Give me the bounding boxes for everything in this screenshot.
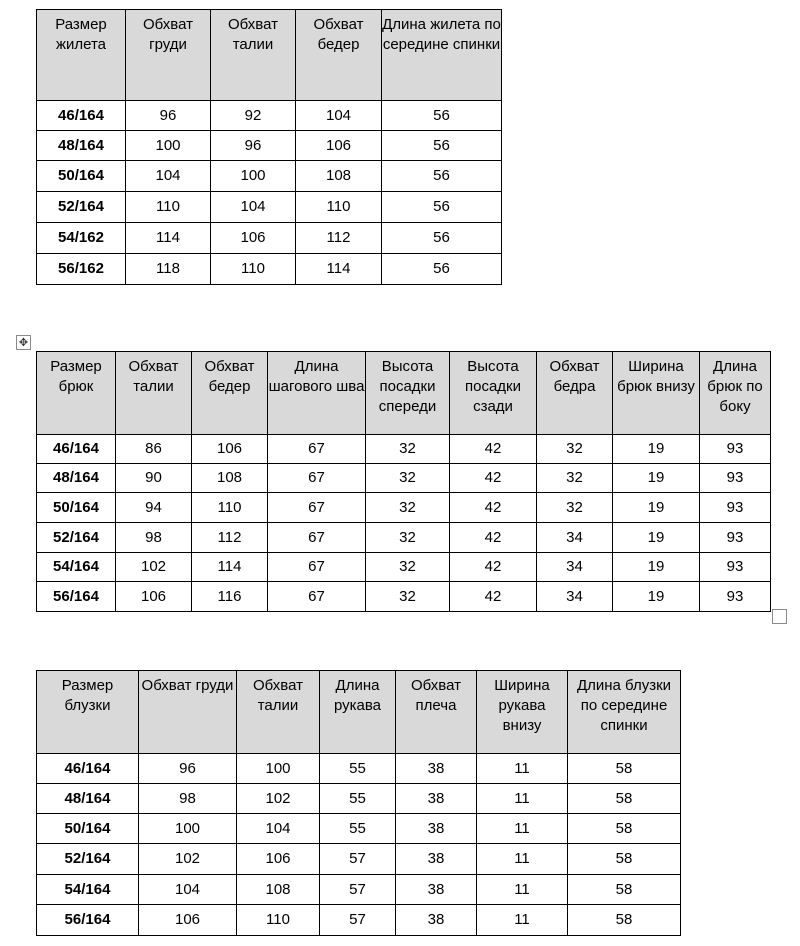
table-row xyxy=(37,905,681,936)
table-cell: 93 xyxy=(700,493,771,523)
table-cell: 42 xyxy=(450,582,537,612)
table-cell: 110 xyxy=(126,192,211,223)
table-cell: 114 xyxy=(192,553,268,582)
table-cell: 67 xyxy=(268,464,366,493)
table-cell: 19 xyxy=(613,435,700,464)
header-cell: Ширина рукава внизу xyxy=(477,671,568,754)
table-cell: 38 xyxy=(396,875,477,905)
header-cell: Длина рукава xyxy=(320,671,396,754)
vest-size-table xyxy=(36,9,502,285)
table-cell: 42 xyxy=(450,553,537,582)
table-cell: 32 xyxy=(366,553,450,582)
table-row xyxy=(37,161,502,192)
table-cell: 114 xyxy=(126,223,211,254)
table-cell: 58 xyxy=(568,905,681,936)
table-cell: 42 xyxy=(450,523,537,553)
table-cell: 93 xyxy=(700,464,771,493)
header-cell: Обхват плеча xyxy=(396,671,477,754)
table-cell: 94 xyxy=(116,493,192,523)
table-cell: 110 xyxy=(211,254,296,285)
size-cell: 50/164 xyxy=(37,814,139,844)
table-cell: 112 xyxy=(296,223,382,254)
table-cell: 55 xyxy=(320,754,396,784)
header-cell: Высота посадки спереди xyxy=(366,352,450,435)
table-cell: 104 xyxy=(139,875,237,905)
size-cell: 46/164 xyxy=(37,435,116,464)
table-cell: 34 xyxy=(537,582,613,612)
table-cell: 32 xyxy=(537,493,613,523)
table-cell: 38 xyxy=(396,754,477,784)
size-cell: 54/164 xyxy=(37,553,116,582)
table-cell: 100 xyxy=(139,814,237,844)
table-row xyxy=(37,101,502,131)
table-cell: 67 xyxy=(268,553,366,582)
table-cell: 56 xyxy=(382,254,502,285)
table-cell: 102 xyxy=(237,784,320,814)
table-cell: 57 xyxy=(320,844,396,875)
table-cell: 19 xyxy=(613,523,700,553)
table-cell: 106 xyxy=(211,223,296,254)
table-cell: 11 xyxy=(477,814,568,844)
table-cell: 100 xyxy=(211,161,296,192)
table-cell: 34 xyxy=(537,523,613,553)
size-cell: 46/164 xyxy=(37,754,139,784)
table-cell: 108 xyxy=(296,161,382,192)
table-row xyxy=(37,223,502,254)
table-cell: 98 xyxy=(116,523,192,553)
table-cell: 104 xyxy=(211,192,296,223)
table-cell: 38 xyxy=(396,905,477,936)
size-cell: 56/164 xyxy=(37,905,139,936)
header-cell: Обхват талии xyxy=(211,10,296,101)
table-cell: 42 xyxy=(450,493,537,523)
table-row xyxy=(37,435,771,464)
table-header-row xyxy=(37,671,681,754)
table-row xyxy=(37,192,502,223)
table-cell: 90 xyxy=(116,464,192,493)
table-move-handle-icon[interactable]: ✥ xyxy=(16,335,31,350)
table-cell: 58 xyxy=(568,784,681,814)
table-cell: 92 xyxy=(211,101,296,131)
table-cell: 104 xyxy=(296,101,382,131)
table-cell: 38 xyxy=(396,784,477,814)
table-cell: 67 xyxy=(268,582,366,612)
table-row xyxy=(37,844,681,875)
header-cell: Обхват бедра xyxy=(537,352,613,435)
header-cell: Длина жилета по середине спинки xyxy=(382,10,502,101)
table-cell: 32 xyxy=(366,493,450,523)
header-cell: Обхват груди xyxy=(126,10,211,101)
table-row xyxy=(37,582,771,612)
table-cell: 67 xyxy=(268,523,366,553)
size-cell: 54/164 xyxy=(37,875,139,905)
table-cell: 11 xyxy=(477,844,568,875)
table-cell: 11 xyxy=(477,905,568,936)
table-row xyxy=(37,254,502,285)
table-cell: 116 xyxy=(192,582,268,612)
table-cell: 118 xyxy=(126,254,211,285)
table-cell: 11 xyxy=(477,875,568,905)
table-cell: 102 xyxy=(139,844,237,875)
header-cell: Обхват талии xyxy=(237,671,320,754)
table-resize-handle[interactable] xyxy=(772,609,787,624)
header-cell: Длина блузки по середине спинки xyxy=(568,671,681,754)
table-cell: 58 xyxy=(568,754,681,784)
table-row xyxy=(37,553,771,582)
table-cell: 32 xyxy=(366,435,450,464)
header-cell: Размер жилета xyxy=(37,10,126,101)
table-header-row xyxy=(37,352,771,435)
table-cell: 106 xyxy=(237,844,320,875)
header-cell: Длина шагового шва xyxy=(268,352,366,435)
table-cell: 32 xyxy=(537,435,613,464)
table-cell: 56 xyxy=(382,101,502,131)
header-cell: Обхват талии xyxy=(116,352,192,435)
header-cell: Обхват бедер xyxy=(192,352,268,435)
table-cell: 58 xyxy=(568,875,681,905)
table-cell: 56 xyxy=(382,161,502,192)
table-cell: 19 xyxy=(613,464,700,493)
table-cell: 56 xyxy=(382,223,502,254)
table-cell: 110 xyxy=(237,905,320,936)
table-cell: 11 xyxy=(477,784,568,814)
size-cell: 52/164 xyxy=(37,192,126,223)
header-cell: Ширина брюк внизу xyxy=(613,352,700,435)
table-cell: 96 xyxy=(139,754,237,784)
size-cell: 46/164 xyxy=(37,101,126,131)
table-cell: 19 xyxy=(613,582,700,612)
table-header-row xyxy=(37,10,502,101)
table-cell: 38 xyxy=(396,814,477,844)
table-cell: 86 xyxy=(116,435,192,464)
header-cell: Длина брюк по боку xyxy=(700,352,771,435)
table-row xyxy=(37,814,681,844)
table-row xyxy=(37,784,681,814)
table-cell: 32 xyxy=(366,464,450,493)
size-cell: 50/164 xyxy=(37,493,116,523)
size-cell: 52/164 xyxy=(37,844,139,875)
header-cell: Обхват груди xyxy=(139,671,237,754)
table-cell: 19 xyxy=(613,553,700,582)
pants-size-table xyxy=(36,351,771,612)
size-cell: 56/164 xyxy=(37,582,116,612)
table-cell: 106 xyxy=(139,905,237,936)
table-cell: 96 xyxy=(126,101,211,131)
table-cell: 98 xyxy=(139,784,237,814)
table-cell: 93 xyxy=(700,523,771,553)
table-cell: 57 xyxy=(320,905,396,936)
table-cell: 19 xyxy=(613,493,700,523)
table-cell: 93 xyxy=(700,435,771,464)
table-cell: 106 xyxy=(296,131,382,161)
table-cell: 58 xyxy=(568,844,681,875)
table-cell: 55 xyxy=(320,814,396,844)
table-cell: 104 xyxy=(126,161,211,192)
table-cell: 110 xyxy=(192,493,268,523)
table-cell: 32 xyxy=(366,523,450,553)
table-cell: 32 xyxy=(366,582,450,612)
table-cell: 100 xyxy=(237,754,320,784)
table-cell: 114 xyxy=(296,254,382,285)
size-cell: 48/164 xyxy=(37,131,126,161)
table-cell: 42 xyxy=(450,435,537,464)
table-cell: 110 xyxy=(296,192,382,223)
size-cell: 56/162 xyxy=(37,254,126,285)
header-cell: Высота посадки сзади xyxy=(450,352,537,435)
table-cell: 112 xyxy=(192,523,268,553)
table-cell: 42 xyxy=(450,464,537,493)
table-cell: 57 xyxy=(320,875,396,905)
size-cell: 50/164 xyxy=(37,161,126,192)
table-cell: 38 xyxy=(396,844,477,875)
table-row xyxy=(37,523,771,553)
header-cell: Размер брюк xyxy=(37,352,116,435)
table-cell: 56 xyxy=(382,131,502,161)
size-cell: 48/164 xyxy=(37,464,116,493)
table-row xyxy=(37,875,681,905)
table-cell: 93 xyxy=(700,582,771,612)
size-cell: 52/164 xyxy=(37,523,116,553)
header-cell: Обхват бедер xyxy=(296,10,382,101)
table-cell: 108 xyxy=(237,875,320,905)
table-cell: 11 xyxy=(477,754,568,784)
table-cell: 106 xyxy=(192,435,268,464)
table-cell: 34 xyxy=(537,553,613,582)
table-cell: 106 xyxy=(116,582,192,612)
table-cell: 100 xyxy=(126,131,211,161)
table-row xyxy=(37,493,771,523)
table-cell: 67 xyxy=(268,435,366,464)
table-row xyxy=(37,131,502,161)
table-cell: 93 xyxy=(700,553,771,582)
blouse-size-table xyxy=(36,670,681,936)
table-row xyxy=(37,754,681,784)
table-cell: 58 xyxy=(568,814,681,844)
table-cell: 67 xyxy=(268,493,366,523)
table-cell: 108 xyxy=(192,464,268,493)
table-row xyxy=(37,464,771,493)
table-cell: 102 xyxy=(116,553,192,582)
header-cell: Размер блузки xyxy=(37,671,139,754)
table-cell: 56 xyxy=(382,192,502,223)
table-cell: 32 xyxy=(537,464,613,493)
table-cell: 96 xyxy=(211,131,296,161)
size-cell: 48/164 xyxy=(37,784,139,814)
table-cell: 104 xyxy=(237,814,320,844)
table-cell: 55 xyxy=(320,784,396,814)
size-cell: 54/162 xyxy=(37,223,126,254)
